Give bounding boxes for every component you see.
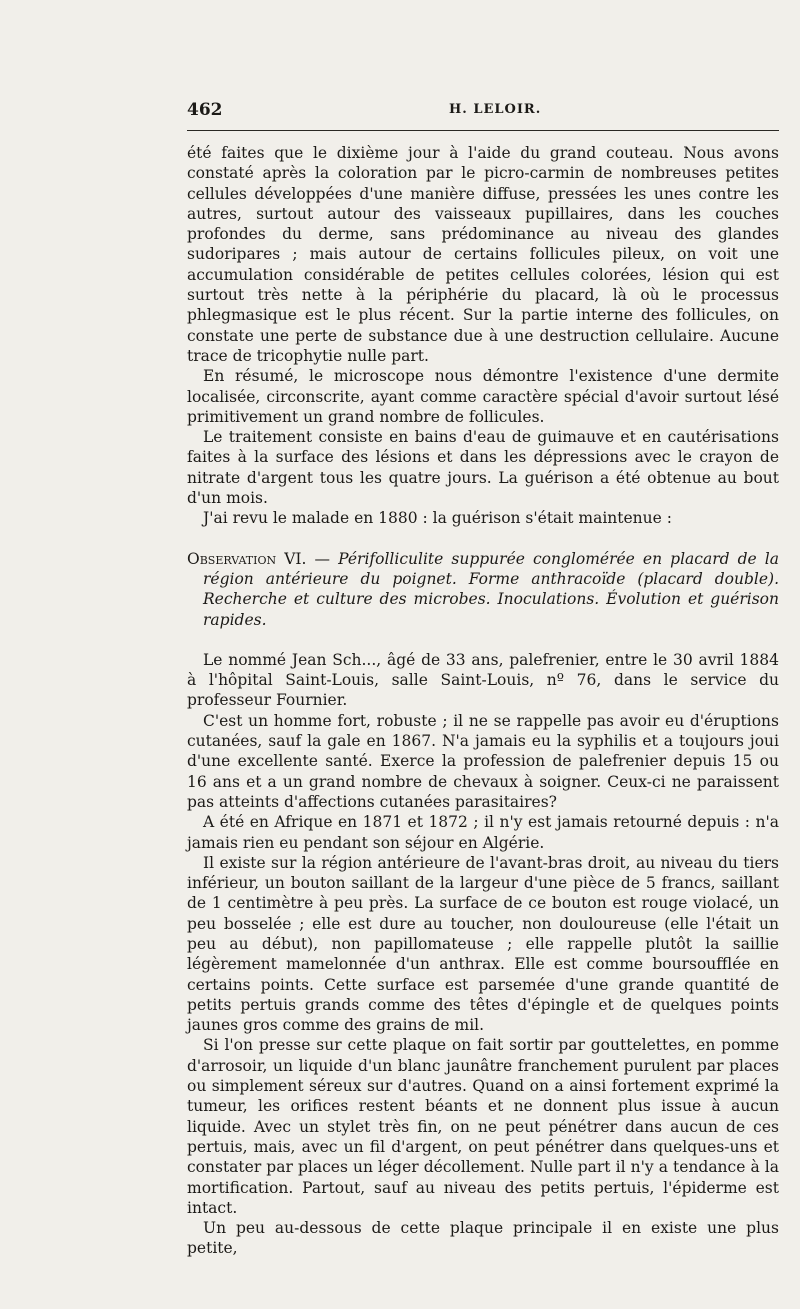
header-rule — [187, 130, 779, 131]
page-header — [187, 100, 779, 124]
paragraph: C'est un homme fort, robuste ; il ne se rappelle pas avoir eu d'éruptions cutanées, sauf la gale en 1867. N'a jamais eu la syphilis et a toujours joui d'une excellente santé. Exerce la profession de palefrenier depuis 15 ou 16 ans et a un grand nombre de chevaux à soigner. Ceux-ci ne paraissent pas atteints d'affections cutanées parasitaires? — [187, 711, 779, 811]
paragraph: Si l'on presse sur cette plaque on fait sortir par gouttelettes, en pomme d'arrosoir, un liquide d'un blanc jaunâtre franchement purulent par places ou simplement séreux sur d'autres. Quand on a ainsi fortement exprimé la tumeur, les orifices restent béants et ne donnent plus issue à aucun liquide. Avec un stylet très fin, on ne peut pénétrer dans aucun de ces pertuis, mais, avec un fil d'argent, on peut pénétrer dans quelques-uns et constater par places un léger décollement. Nulle part il n'y a tendance à la mortification. Partout, sauf au niveau des petits pertuis, l'épiderme est intact. — [187, 1036, 779, 1217]
paragraph: Il existe sur la région antérieure de l'avant-bras droit, au niveau du tiers inférieur, un bouton saillant de la largeur d'une pièce de 5 francs, saillant de 1 centimètre à peu près. La surface de ce bouton est rouge violacé, un peu bosselée ; elle est dure au toucher, non douloureuse (elle l'était un peu au début), non papillomateuse ; elle rappelle plutôt la saillie légèrement mamelonnée d'un anthrax. Elle est comme boursoufflée en certains points. Cette surface est parsemée d'une grande quantité de petits pertuis grands comme des têtes d'épingle et de quelques points jaunes gros comme des grains de mil. — [187, 853, 779, 1035]
paragraph: A été en Afrique en 1871 et 1872 ; il n'y est jamais retourné depuis : n'a jamais rien eu pendant son séjour en Algérie. — [187, 813, 779, 852]
paragraph: Le traitement consiste en bains d'eau de guimauve et en cautérisations faites à la surface des lésions et dans les dépressions avec le crayon de nitrate d'argent tous les quatre jours. La guérison a été obtenue au bout d'un mois. — [187, 428, 779, 508]
paragraph: J'ai revu le malade en 1880 : la guérison s'était maintenue : — [203, 509, 672, 528]
page-body — [187, 143, 779, 1259]
paragraph: été faites que le dixième jour à l'aide du grand couteau. Nous avons constaté après la coloration par le picro-carmin de nombreuses petites cellules développées d'une manière diffuse, pressées les unes contre les autres, surtout autour des vaisseaux pupillaires, dans les couches profondes du derme, sans prédominance au niveau des glandes sudoripares ; mais autour de certains follicules pileux, on voit une accumulation considérable de petites cellules colorées, lésion qui est surtout très nette à la périphérie du placard, là où le processus phlegmasique est le plus récent. Sur la partie interne des follicules, on constate une perte de substance due à une destruction cellulaire. Aucune trace de tricophytie nulle part. — [187, 144, 779, 365]
paragraph: Un peu au-dessous de cette plaque principale il en existe une plus petite, — [187, 1219, 779, 1258]
page-number: 462 — [187, 100, 223, 120]
paragraph: En résumé, le microscope nous démontre l'existence d'une dermite localisée, circonscrite, ayant comme caractère spécial d'avoir surtout lésé primitivement un grand nombre de follicules. — [187, 367, 779, 426]
observation-dash: — — [306, 549, 339, 568]
observation-title: Périfolliculite suppurée conglomérée en placard de la région antérieure du poignet. Forme anthracoïde (placard double). Recherche et culture des microbes. Inoculations. Évolution et guérison rapides. — [203, 549, 779, 629]
running-title: H. LELOIR. — [449, 102, 542, 117]
observation-heading — [187, 549, 779, 630]
paragraph: Le nommé Jean Sch..., âgé de 33 ans, palefrenier, entre le 30 avril 1884 à l'hôpital Saint-Louis, salle Saint-Louis, nº 76, dans le service du professeur Fournier. — [187, 650, 779, 710]
observation-label: Observation VI. — [187, 549, 307, 568]
